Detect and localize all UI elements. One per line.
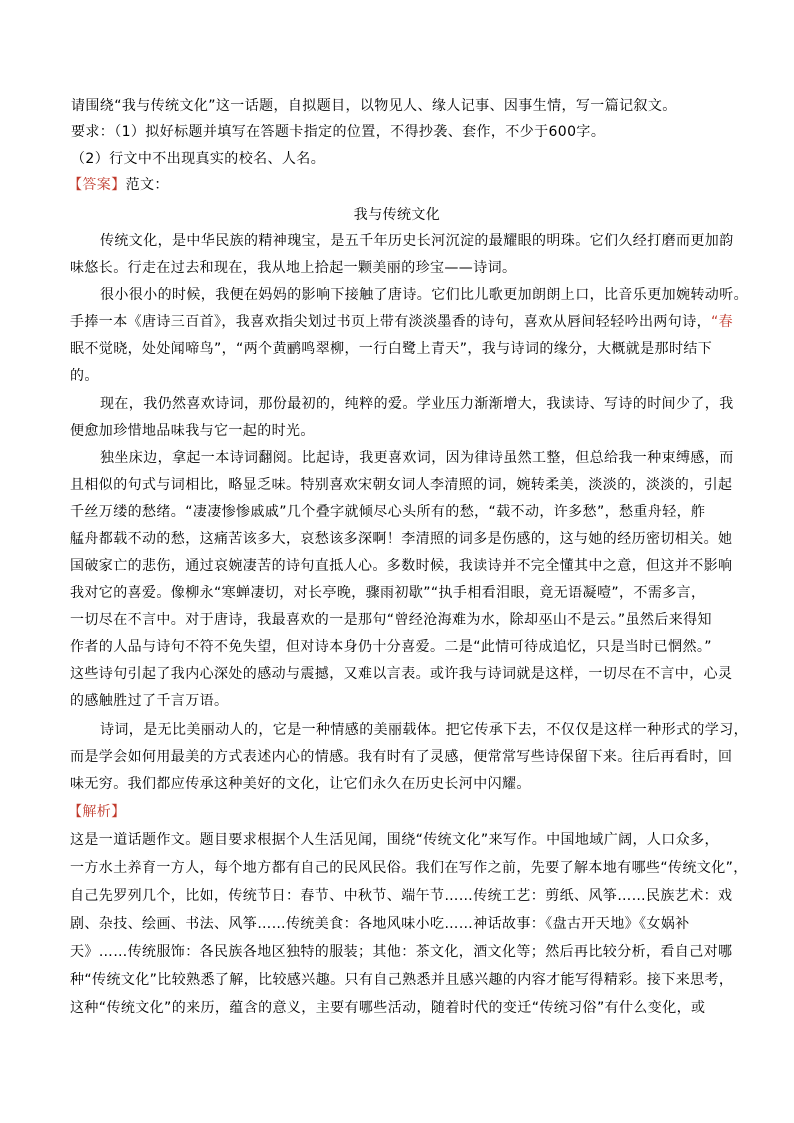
essay-line: 且相似的句式与词相比，略显乏味。特别喜欢宋朝女词人李清照的词，婉转柔美，淡淡的，淡淡的，引起 [70,477,733,493]
requirement-line: （2）行文中不出现真实的校名、人名。 [71,151,326,167]
analysis-line: 剧、杂技、绘画、书法、风筝……传统美食：各地风味小吃……神话故事：《盘古开天地》《女娲补 [70,916,690,932]
analysis-line: 一方水土养育一方人，每个地方都有自己的民风民俗。我们在写作之前，先要了解本地有哪些“传统文化”， [70,860,748,876]
essay-line: 便愈加珍惜地品味我与它一起的时光。 [70,423,315,439]
essay-line: 我对它的喜爱。像柳永“寒蝉凄切，对长亭晚，骤雨初歇”“执手相看泪眼，竟无语凝噎”，不需多言， [70,585,706,601]
essay-title: 我与传统文化 [353,207,441,223]
essay-line: 这些诗句引起了我内心深处的感动与震撼，又难以言表。或许我与诗词就是这样，一切尽在不言中，心灵 [70,666,733,682]
answer-heading [0,173,794,197]
analysis-line: 种“传统文化”比较熟悉了解，比较感兴趣。只有自己熟悉并且感兴趣的内容才能写得精彩。接下来思考， [70,972,734,988]
answer-tag-suffix: 范文： [125,177,169,193]
essay-line: 国破家亡的悲伤，通过哀婉凄苦的诗句直抵人心。多数时候，我读诗并不完全懂其中之意，但这并不影响 [70,558,733,574]
essay-line: 很小很小的时候，我便在妈妈的影响下接触了唐诗。它们比儿歌更加朗朗上口，比音乐更加婉转动听。 [100,287,748,303]
essay-line: 眠不觉晓，处处闻啼鸟”，“两个黄鹂鸣翠柳，一行白鹭上青天”，我与诗词的缘分，大概就是那时结下 [70,341,713,357]
analysis-line: 自己先罗列几个，比如，传统节日：春节、中秋节、端午节……传统工艺：剪纸、风筝……民族艺术：戏 [70,888,733,904]
essay-line: 艋舟都载不动的愁，这痛苦该多大，哀愁该多深啊！李清照的词多是伤感的，这与她的经历密切相关。她 [70,531,733,547]
essay-line: 诗词，是无比美丽动人的，它是一种情感的美丽载体。把它传承下去，不仅仅是这样一种形式的学习， [100,722,748,738]
prompt-line: 请围绕“我与传统文化”这一话题，自拟题目，以物见人、缘人记事、因事生情，写一篇记叙文。 [71,98,677,114]
essay-line: 千丝万缕的愁绪。“凄凄惨惨戚戚”几个叠字就倾尽心头所有的愁，“载不动，许多愁”，愁重舟轻，舴 [70,504,706,520]
essay-line: 手捧一本《唐诗三百首》，我喜欢指尖划过书页上带有淡淡墨香的诗句，喜欢从唇间轻轻吟出两句诗，“春 [70,314,734,330]
essay-line: 的感触胜过了千言万语。 [70,693,229,709]
essay-line: 味悠长。行走在过去和现在，我从地上拾起一颗美丽的珍宝——诗词。 [70,260,517,276]
essay-line: 传统文化，是中华民族的精神瑰宝，是五千年历史长河沉淀的最耀眼的明珠。它们久经打磨而更加韵 [100,233,734,249]
essay-line: 味无穷。我们都应传承这种美好的文化，让它们永久在历史长河中闪耀。 [70,776,531,792]
analysis-tag: 【解析】 [68,804,126,820]
essay-line: 独坐床边，拿起一本诗词翻阅。比起诗，我更喜欢词，因为律诗虽然工整，但总给我一种束缚感，而 [100,450,734,466]
essay-line: 现在，我仍然喜欢诗词，那份最初的，纯粹的爱。学业压力渐渐增大，我读诗、写诗的时间少了，我 [100,396,734,412]
essay-line: 的。 [70,368,99,384]
requirement-line: 要求：（1）拟好标题并填写在答题卡指定的位置，不得抄袭、套作，不少于600字。 [71,124,606,140]
analysis-line: 天》……传统服饰：各民族各地区独特的服装；其他：茶文化，酒文化等；然后再比较分析，看自己对哪 [70,944,733,960]
essay-line: 一切尽在不言中。对于唐诗，我最喜欢的一是那句“曾经沧海难为水，除却巫山不是云。”虽然后来得知 [70,612,712,628]
answer-tag: 【答案】 [68,177,126,193]
analysis-line: 这种“传统文化”的来历，蕴含的意义，主要有哪些活动，随着时代的变迁“传统习俗”有什么变化，或 [70,1000,706,1016]
red-quote: “春 [711,314,734,330]
analysis-heading [0,800,794,824]
essay-line: 作者的人品与诗句不符不免失望，但对诗本身仍十分喜爱。二是“此情可待成追忆，只是当时已惘然。” [70,639,712,655]
essay-line: 而是学会如何用最美的方式表述内心的情感。我有时有了灵感，便常常写些诗保留下来。往后再看时，回 [70,749,733,765]
analysis-line: 这是一道话题作文。题目要求根据个人生活见闻，围绕“传统文化”来写作。中国地域广阔，人口众多， [70,832,719,848]
